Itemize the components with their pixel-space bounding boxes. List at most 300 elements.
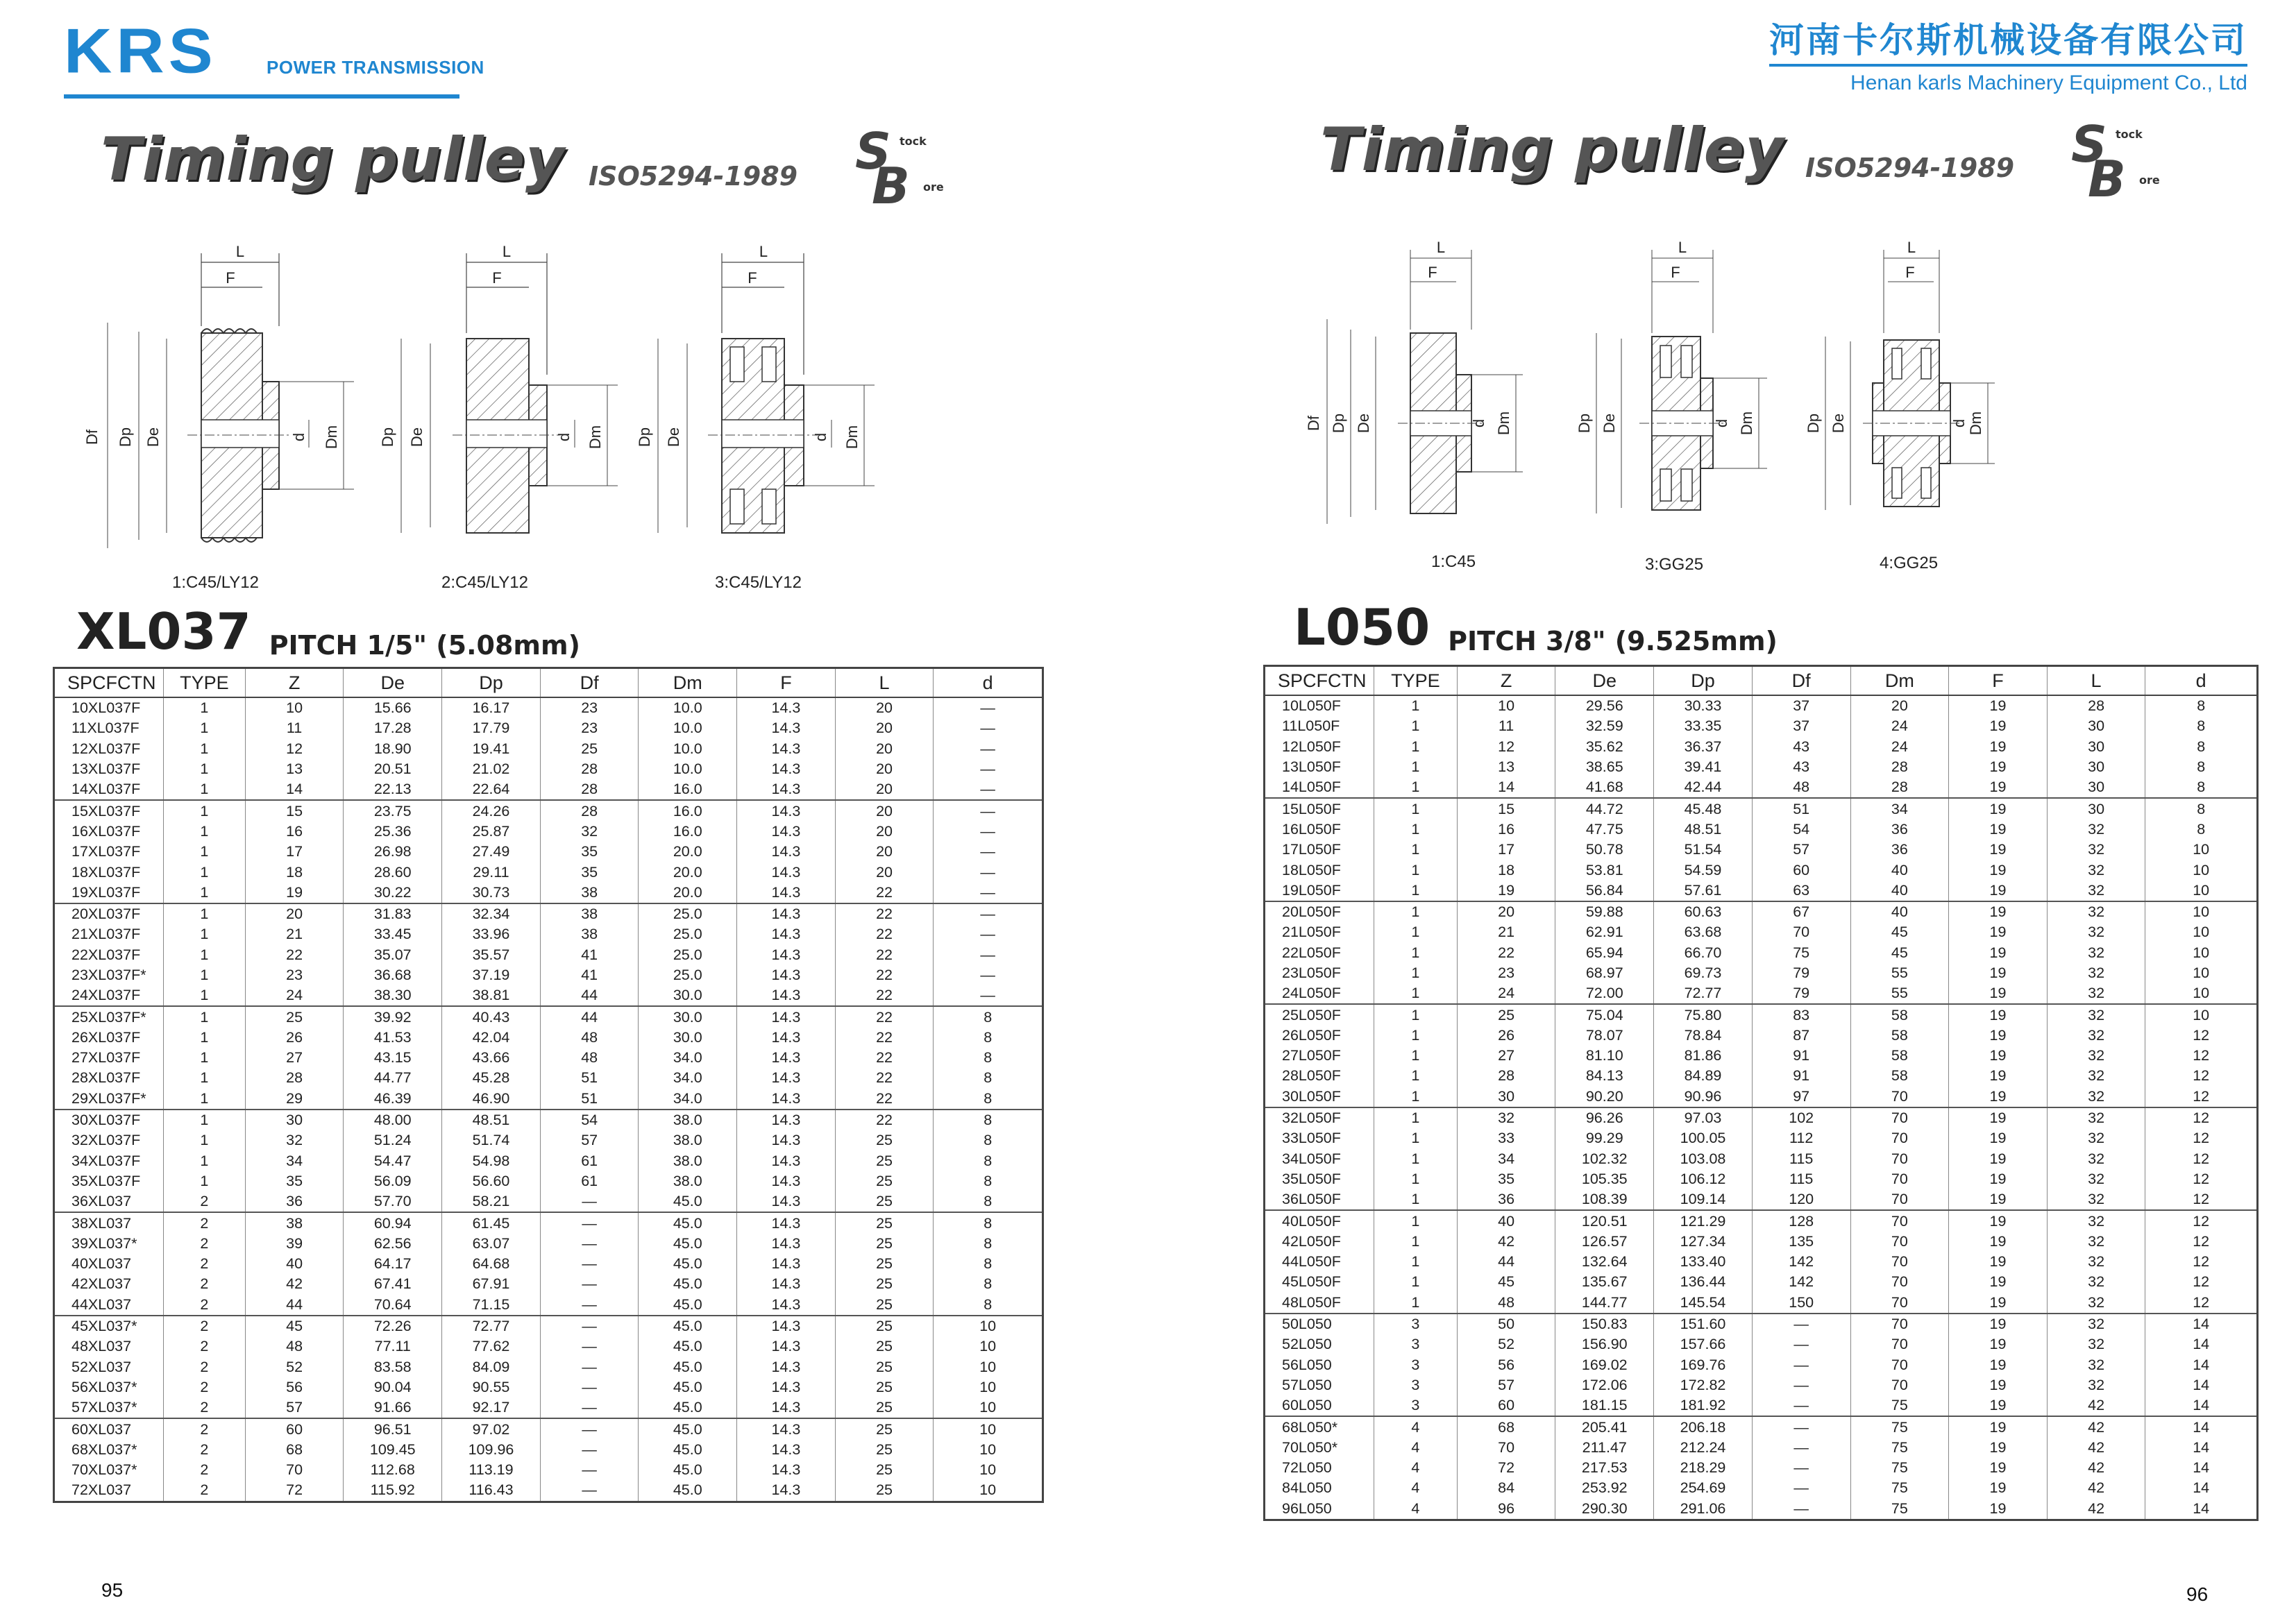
table-cell: 32 [2047, 840, 2145, 860]
table-cell: 26XL037F [71, 1028, 141, 1046]
table-cell: 72L050 [1282, 1459, 1332, 1477]
table-cell: 150 [1752, 1293, 1850, 1314]
table-row [54, 718, 1043, 738]
table-cell: 33.96 [442, 924, 541, 944]
table-cell: — [540, 1480, 639, 1502]
table-cell: 1 [163, 985, 245, 1006]
table-cell: 58 [1850, 1004, 1949, 1025]
spec-table-l050 [1263, 665, 2259, 1521]
table-cell: 32 [2047, 1169, 2145, 1189]
table-cell: 42XL037 [71, 1275, 132, 1293]
stock-bore-logo [855, 122, 945, 215]
standard-label: ISO5294-1989 [1805, 153, 2015, 183]
table-cell: 48 [540, 1048, 639, 1068]
table-cell: 20.51 [344, 759, 442, 779]
table-cell: 32 [2047, 1375, 2145, 1395]
table-cell: 34.0 [639, 1048, 737, 1068]
table-cell: — [540, 1460, 639, 1480]
table-cell: 1 [163, 862, 245, 882]
table-cell: — [540, 1397, 639, 1418]
table-cell: 14.3 [737, 842, 836, 862]
table-cell: 120 [1752, 1189, 1850, 1210]
table-cell: — [934, 739, 1043, 759]
table-cell: 37 [1752, 695, 1850, 716]
table-cell: 29.56 [1555, 695, 1654, 716]
table-cell: 63 [1752, 881, 1850, 901]
column-header: F [737, 668, 836, 698]
table-cell: — [1752, 1395, 1850, 1416]
table-cell: 8 [934, 1274, 1043, 1294]
table-cell: 3 [1374, 1395, 1457, 1416]
table-cell: 1 [163, 822, 245, 842]
table-cell: 20 [835, 739, 934, 759]
table-cell: 11XL037F [71, 720, 140, 737]
table-cell: 13 [1457, 757, 1555, 777]
sb-logo-ore: ore [2139, 173, 2160, 187]
table-cell: 212.24 [1654, 1438, 1753, 1458]
table-cell: 35 [540, 862, 639, 882]
table-cell: 57 [245, 1397, 344, 1418]
table-cell: 3 [1374, 1314, 1457, 1334]
table-cell: 25.0 [639, 924, 737, 944]
table-row [54, 1440, 1043, 1460]
table-cell: 61 [540, 1151, 639, 1171]
table-cell: 14.3 [737, 1212, 836, 1233]
table-cell: 32 [2047, 1293, 2145, 1314]
table-cell: 34L050F [1282, 1150, 1341, 1167]
table-cell: — [1752, 1314, 1850, 1334]
table-cell: 19 [1949, 1252, 2048, 1272]
table-cell: 10 [1457, 695, 1555, 716]
table-cell: 1 [1374, 1066, 1457, 1086]
table-cell: 56L050 [1282, 1356, 1332, 1373]
table-cell: 44.77 [344, 1068, 442, 1088]
table-cell: 36L050F [1282, 1191, 1341, 1208]
table-cell: 12 [2145, 1293, 2258, 1314]
table-cell: 112 [1752, 1128, 1850, 1148]
table-row [1265, 840, 2258, 860]
column-header: d [2145, 666, 2258, 696]
table-cell: 14.3 [737, 1151, 836, 1171]
table-cell: 32 [2047, 1004, 2145, 1025]
table-cell: 54.59 [1654, 860, 1753, 880]
table-cell: 91 [1752, 1066, 1850, 1086]
dim-label-d: d [290, 432, 307, 442]
table-cell: 12 [2145, 1272, 2258, 1292]
table-cell: 113.19 [442, 1460, 541, 1480]
table-cell: 39 [245, 1234, 344, 1254]
table-cell: 77.11 [344, 1336, 442, 1357]
table-cell: 43.15 [344, 1048, 442, 1068]
table-row [1265, 1169, 2258, 1189]
table-cell: 20 [1457, 901, 1555, 922]
table-cell: 40.43 [442, 1006, 541, 1027]
table-cell: 96.26 [1555, 1107, 1654, 1128]
table-cell: 10 [2145, 1004, 2258, 1025]
table-cell: 64.17 [344, 1254, 442, 1274]
table-cell: 60 [1457, 1395, 1555, 1416]
table-cell: 19 [245, 883, 344, 903]
table-cell: 25.0 [639, 903, 737, 924]
column-header: Dp [442, 668, 541, 698]
table-cell: 32 [2047, 1314, 2145, 1334]
table-cell: 10.0 [639, 759, 737, 779]
table-cell: 22 [835, 1006, 934, 1027]
table-row [1265, 1478, 2258, 1498]
table-cell: 70 [1850, 1107, 1949, 1128]
table-cell: 20 [835, 842, 934, 862]
table-row [1265, 1458, 2258, 1478]
table-cell: 57.70 [344, 1191, 442, 1212]
table-cell: 54 [540, 1110, 639, 1130]
table-cell: 28 [540, 779, 639, 800]
table-cell: — [934, 842, 1043, 862]
table-cell: 56 [245, 1377, 344, 1397]
table-cell: — [1752, 1334, 1850, 1354]
table-row [1265, 1004, 2258, 1025]
table-cell: 70 [1850, 1087, 1949, 1107]
table-cell: 25 [835, 1151, 934, 1171]
table-cell: 32 [2047, 1128, 2145, 1148]
table-row [1265, 922, 2258, 942]
table-cell: 72.26 [344, 1316, 442, 1336]
table-cell: 10 [934, 1336, 1043, 1357]
table-cell: 1 [163, 800, 245, 821]
table-cell: 44.72 [1555, 798, 1654, 819]
table-cell: 57.61 [1654, 881, 1753, 901]
table-cell: 75 [1850, 1458, 1949, 1478]
table-cell: 72 [1457, 1458, 1555, 1478]
table-cell: — [934, 862, 1043, 882]
table-cell: 1 [1374, 1252, 1457, 1272]
table-cell: 83.58 [344, 1357, 442, 1377]
table-cell: — [1752, 1499, 1850, 1520]
table-cell: 52 [245, 1357, 344, 1377]
table-cell: 19 [1949, 1375, 2048, 1395]
column-header: TYPE [163, 668, 245, 698]
table-cell: 32 [2047, 1087, 2145, 1107]
table-cell: 15 [245, 800, 344, 821]
table-cell: 70 [1850, 1169, 1949, 1189]
table-row [1265, 943, 2258, 963]
column-header: L [2047, 666, 2145, 696]
table-cell: — [540, 1377, 639, 1397]
table-cell: 20 [835, 822, 934, 842]
table-cell: 22 [835, 1048, 934, 1068]
table-cell: 181.92 [1654, 1395, 1753, 1416]
table-cell: 48.00 [344, 1110, 442, 1130]
table-cell: 70 [1850, 1128, 1949, 1148]
table-row [1265, 1232, 2258, 1252]
table-cell: 14 [245, 779, 344, 800]
series-code: L050 [1294, 598, 1430, 656]
table-cell: — [1752, 1375, 1850, 1395]
dim-label-Dp: Dp [1576, 413, 1593, 434]
table-cell: 34.0 [639, 1068, 737, 1088]
table-cell: 70XL037* [71, 1461, 137, 1479]
table-cell: 37.19 [442, 965, 541, 985]
table-cell: 14 [2145, 1478, 2258, 1498]
table-row [1265, 1046, 2258, 1066]
table-cell: 135 [1752, 1232, 1850, 1252]
table-cell: 40 [245, 1254, 344, 1274]
table-cell: 1 [1374, 943, 1457, 963]
table-row [1265, 1087, 2258, 1107]
table-cell: 19 [1949, 1169, 2048, 1189]
table-cell: 28 [1850, 757, 1949, 777]
table-cell: 25 [835, 1336, 934, 1357]
table-cell: 27 [245, 1048, 344, 1068]
series-pitch: PITCH 3/8" (9.525mm) [1448, 626, 1778, 656]
logo-underline [64, 94, 459, 99]
dim-label-F: F [1905, 264, 1915, 281]
table-cell: 33L050F [1282, 1130, 1341, 1147]
table-cell: — [934, 822, 1043, 842]
table-cell: 1 [1374, 1149, 1457, 1169]
table-cell: 90.96 [1654, 1087, 1753, 1107]
table-cell: 22L050F [1282, 944, 1341, 961]
table-cell: 33.35 [1654, 716, 1753, 736]
table-cell: 25 [835, 1212, 934, 1233]
table-cell: 75.04 [1555, 1004, 1654, 1025]
table-cell: 20.0 [639, 862, 737, 882]
dim-label-Df: Df [1305, 416, 1322, 431]
table-cell: 8 [934, 1089, 1043, 1110]
table-cell: 56 [1457, 1355, 1555, 1375]
table-cell: 19 [1949, 1026, 2048, 1046]
table-cell: 19 [1949, 1004, 2048, 1025]
table-row [1265, 1438, 2258, 1458]
column-header: De [344, 668, 442, 698]
table-cell: 19 [1949, 1210, 2048, 1231]
table-cell: 18XL037F [71, 863, 141, 881]
table-cell: 48XL037 [71, 1338, 132, 1355]
table-row [1265, 1210, 2258, 1231]
table-row [54, 822, 1043, 842]
table-cell: 22 [835, 883, 934, 903]
table-cell: 21.02 [442, 759, 541, 779]
table-row [1265, 1375, 2258, 1395]
table-cell: 22 [835, 965, 934, 985]
dim-label-Dp: Dp [1330, 413, 1347, 434]
dim-label-L: L [759, 243, 768, 260]
table-cell: 42 [2047, 1458, 2145, 1478]
table-cell: 1 [1374, 757, 1457, 777]
table-cell: 133.40 [1654, 1252, 1753, 1272]
table-cell: 32 [2047, 1046, 2145, 1066]
table-cell: 68L050* [1265, 1416, 1374, 1437]
table-cell: 70 [1457, 1438, 1555, 1458]
table-cell: 14 [2145, 1438, 2258, 1458]
table-cell: 14.3 [737, 1028, 836, 1048]
table-cell: 30L050F [1282, 1087, 1341, 1105]
table-cell: 84L050 [1282, 1479, 1332, 1497]
table-cell: 2 [163, 1191, 245, 1212]
table-cell: 19 [1949, 983, 2048, 1004]
table-cell: 22XL037F [71, 946, 141, 963]
table-row [54, 1460, 1043, 1480]
dim-label-F: F [748, 269, 757, 287]
table-cell: 35.62 [1555, 737, 1654, 757]
table-cell: 38 [245, 1212, 344, 1233]
table-cell: 45 [1457, 1272, 1555, 1292]
table-cell: 70 [1850, 1232, 1949, 1252]
table-cell: 25 [835, 1460, 934, 1480]
table-cell: 12 [2145, 1210, 2258, 1231]
table-cell: 22 [835, 1089, 934, 1110]
table-cell: 42.04 [442, 1028, 541, 1048]
company-underline [1769, 64, 2247, 67]
table-cell: 51 [540, 1068, 639, 1088]
right-page [1148, 0, 2296, 1623]
table-cell: 75 [1850, 1438, 1949, 1458]
table-cell: 12 [2145, 1189, 2258, 1210]
table-cell: 25 [835, 1316, 934, 1336]
table-cell: 25.36 [344, 822, 442, 842]
table-cell: 19 [1949, 943, 2048, 963]
table-cell: 8 [2145, 695, 2258, 716]
table-cell: 1 [163, 1110, 245, 1130]
pulley-diagrams-l050 [1305, 236, 2002, 541]
table-cell: 57 [540, 1130, 639, 1150]
table-row [1265, 757, 2258, 777]
table-cell: 51.74 [442, 1130, 541, 1150]
table-row [1265, 1026, 2258, 1046]
column-header: SPCFCTN [54, 668, 164, 698]
table-cell: 44XL037 [71, 1295, 132, 1313]
table-cell: 90.04 [344, 1377, 442, 1397]
table-cell: 41.53 [344, 1028, 442, 1048]
table-cell: 58 [1850, 1046, 1949, 1066]
table-cell: 103.08 [1654, 1149, 1753, 1169]
table-cell: 10 [934, 1316, 1043, 1336]
table-cell: 38.65 [1555, 757, 1654, 777]
table-cell: 29 [245, 1089, 344, 1110]
table-cell: — [934, 945, 1043, 965]
table-cell: 1 [1374, 922, 1457, 942]
table-cell: 75 [1850, 1395, 1949, 1416]
table-cell: 27L050F [1282, 1047, 1341, 1064]
table-cell: 38.30 [344, 985, 442, 1006]
table-cell: 8 [934, 1006, 1043, 1027]
table-cell: 60.63 [1654, 901, 1753, 922]
table-cell: 36 [1457, 1189, 1555, 1210]
table-cell: 108.39 [1555, 1189, 1654, 1210]
table-cell: 19 [1949, 860, 2048, 880]
table-cell: 1 [1374, 1210, 1457, 1231]
table-cell: 56.60 [442, 1171, 541, 1191]
table-cell: 14 [2145, 1458, 2258, 1478]
table-row [1265, 1334, 2258, 1354]
table-cell: 36 [1850, 840, 1949, 860]
table-cell: 84.89 [1654, 1066, 1753, 1086]
table-cell: 45.48 [1654, 798, 1753, 819]
company-name-cn: 河南卡尔斯机械设备有限公司 [1769, 20, 2247, 60]
table-row [54, 1316, 1043, 1336]
table-cell: 45.0 [639, 1480, 737, 1502]
table-cell: 75.80 [1654, 1004, 1753, 1025]
dim-label-d: d [812, 432, 829, 442]
table-cell: 169.76 [1654, 1355, 1753, 1375]
table-cell: 99.29 [1555, 1128, 1654, 1148]
table-cell: 4 [1374, 1478, 1457, 1498]
table-cell: 10 [2145, 963, 2258, 983]
table-cell: 16XL037F [71, 822, 141, 840]
table-row [54, 883, 1043, 903]
table-cell: 1 [1374, 1272, 1457, 1292]
table-row [54, 1089, 1043, 1110]
table-cell: 38.0 [639, 1151, 737, 1171]
table-cell: 1 [163, 945, 245, 965]
table-cell: 45.0 [639, 1377, 737, 1397]
table-cell: — [540, 1440, 639, 1460]
table-cell: 14.3 [737, 1295, 836, 1316]
table-row [54, 697, 1043, 718]
table-cell: 27.49 [442, 842, 541, 862]
table-cell: 1 [163, 1048, 245, 1068]
table-cell: 17XL037F [71, 843, 141, 860]
page-title: Timing pulley [101, 125, 566, 194]
table-cell: 12 [245, 739, 344, 759]
table-cell: 23 [245, 965, 344, 985]
table-row [54, 985, 1043, 1006]
table-cell: 109.45 [344, 1440, 442, 1460]
table-cell: 27 [1457, 1046, 1555, 1066]
table-cell: 14 [1457, 777, 1555, 798]
table-cell: 26L050F [1282, 1026, 1341, 1044]
table-cell: 38XL037 [54, 1212, 164, 1233]
table-cell: 45XL037* [54, 1316, 164, 1336]
table-cell: 33.45 [344, 924, 442, 944]
table-cell: 10 [2145, 922, 2258, 942]
table-cell: 14.3 [737, 1089, 836, 1110]
dim-label-L: L [502, 243, 512, 260]
table-cell: 45 [1850, 943, 1949, 963]
table-cell: 70 [1850, 1314, 1949, 1334]
table-cell: 1 [163, 1130, 245, 1150]
table-cell: 24 [1457, 983, 1555, 1004]
table-cell: 45.28 [442, 1068, 541, 1088]
page-number: 96 [2186, 1583, 2209, 1605]
table-cell: 20 [835, 697, 934, 718]
table-row [1265, 1149, 2258, 1169]
table-cell: 16.0 [639, 779, 737, 800]
dim-label-Dm: Dm [586, 425, 604, 450]
table-cell: 81.86 [1654, 1046, 1753, 1066]
table-row [54, 965, 1043, 985]
diagram-caption-1: 1:C45 [1431, 552, 1476, 571]
table-cell: 8 [2145, 819, 2258, 840]
table-cell: 90.20 [1555, 1087, 1654, 1107]
table-cell: 10 [245, 697, 344, 718]
table-cell: 61.45 [442, 1212, 541, 1233]
table-cell: 10 [2145, 860, 2258, 880]
table-cell: 20 [835, 862, 934, 882]
table-cell: 2 [163, 1336, 245, 1357]
table-cell: 1 [163, 903, 245, 924]
table-cell: 32 [2047, 901, 2145, 922]
table-cell: 46.39 [344, 1089, 442, 1110]
table-cell: 14.3 [737, 779, 836, 800]
table-cell: 75 [1850, 1499, 1949, 1520]
table-cell: 67.41 [344, 1274, 442, 1294]
table-cell: 30 [1457, 1087, 1555, 1107]
table-cell: 169.02 [1555, 1355, 1654, 1375]
table-cell: 8 [934, 1130, 1043, 1150]
table-cell: 45.0 [639, 1274, 737, 1294]
table-cell: 28 [540, 800, 639, 821]
sb-logo-b: B [872, 157, 910, 215]
